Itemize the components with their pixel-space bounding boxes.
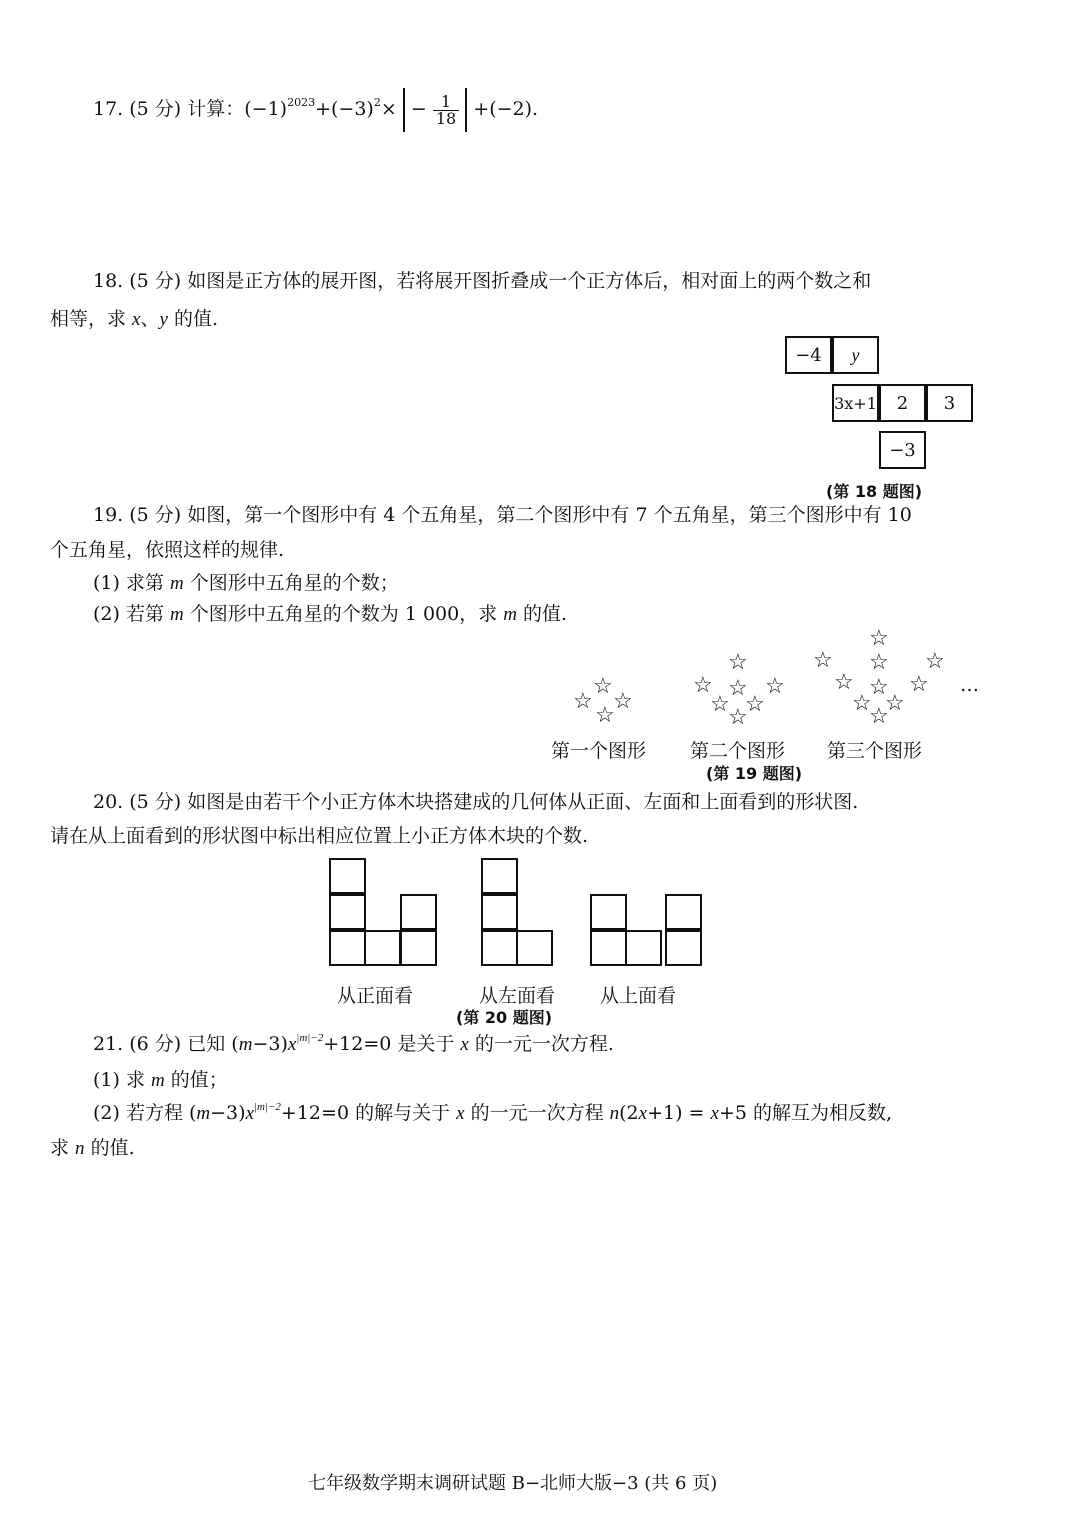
var-m: m [151, 1070, 165, 1091]
q21-line3 [50, 1139, 135, 1158]
q18-line2-end: 的值. [167, 308, 219, 330]
view-square [665, 894, 702, 930]
var-m: m [170, 573, 184, 594]
q21-sub2-mid4: +1) = [647, 1102, 711, 1124]
view-square [364, 930, 401, 966]
net-cell-2: 2 [879, 384, 926, 422]
exponent: |m|−2 [254, 1101, 281, 1113]
star-icon: ☆ [728, 676, 748, 701]
fraction-numerator: 1 [440, 91, 452, 111]
star-icon: ☆ [869, 650, 889, 675]
var-x: x [132, 309, 141, 330]
var-m: m [503, 604, 517, 625]
star-icon: ☆ [710, 692, 730, 717]
figure-19-caption: (第 19 题图) [706, 764, 803, 783]
q21-line1-mid2: +12=0 是关于 [323, 1033, 461, 1055]
star-icon: ☆ [745, 692, 765, 717]
label-figure-1: 第一个图形 [551, 740, 647, 762]
var-x: x [710, 1103, 719, 1124]
q17-suffix: +(−2). [473, 98, 539, 120]
view-square [329, 858, 366, 894]
q21-sub2-paren: −3) [210, 1102, 246, 1124]
q21-sub2-mid3: (2 [619, 1102, 639, 1124]
net-cell-3x1: 3x+1 [832, 384, 879, 422]
q19-line1: 19. (5 分) 如图，第一个图形中有 4 个五角星，第二个图形中有 7 个五角星，第三个图形中有 10 [93, 504, 912, 526]
star-icon: ☆ [869, 704, 889, 729]
q17-prefix: 17. (5 分) 计算：(−1) [93, 98, 288, 120]
star-icon: ☆ [765, 674, 785, 699]
star-icon: ☆ [869, 675, 889, 700]
net-cell-neg3: −3 [879, 431, 926, 469]
view-square [400, 930, 437, 966]
view-square [400, 894, 437, 930]
var-m: m [170, 604, 184, 625]
star-icon: ☆ [852, 691, 872, 716]
star-icon: ☆ [728, 650, 748, 675]
q17-times: × [380, 98, 397, 120]
q21-sub2 [93, 1101, 893, 1124]
var-n: n [75, 1138, 85, 1159]
view-square [481, 930, 518, 966]
star-icon: ☆ [595, 703, 615, 728]
q21-sub1-text: (1) 求 [93, 1069, 151, 1091]
star-icon: ☆ [925, 649, 945, 674]
var-m: m [238, 1034, 253, 1055]
abs-bar-right [465, 88, 467, 132]
star-icon: ☆ [885, 691, 905, 716]
q21-sub1-end: 的值； [164, 1069, 228, 1091]
view-square [590, 930, 627, 966]
q21-line1 [93, 1032, 614, 1055]
star-icon: ☆ [869, 626, 889, 651]
var-x: x [456, 1103, 465, 1124]
view-square [481, 858, 518, 894]
q17-exponent-2: 2 [373, 96, 381, 109]
q21-sub2-mid: +12=0 的解与关于 [280, 1102, 457, 1124]
q19-sub2-end: 的值. [516, 603, 568, 625]
q17-minus: − [410, 98, 427, 120]
q21-line1-text: 21. (6 分) 已知 ( [93, 1033, 239, 1055]
q19-sub2-mid: 个图形中五角星的个数为 1 000，求 [183, 603, 504, 625]
label-top-view: 从上面看 [600, 985, 677, 1007]
q17-part2: +(−3) [315, 98, 374, 120]
q19-sub1-end: 个图形中五角星的个数； [183, 572, 399, 594]
q19-sub1-text: (1) 求第 [93, 572, 170, 594]
fraction-denominator: 18 [433, 110, 459, 127]
q18-line2-text: 相等，求 [50, 308, 133, 330]
q21-line3-end: 的值. [84, 1137, 135, 1159]
q21-sub2-end: +5 的解互为相反数, [718, 1102, 893, 1124]
var-y: y [159, 309, 168, 330]
question-17 [93, 88, 538, 132]
fraction [433, 91, 459, 128]
q21-line3-text: 求 [50, 1137, 76, 1159]
star-icon: ☆ [573, 689, 593, 714]
q18-line2 [50, 310, 218, 329]
q18-line1: 18. (5 分) 如图是正方体的展开图，若将展开图折叠成一个正方体后，相对面上的两个数之和 [93, 270, 872, 292]
var-x: x [638, 1103, 648, 1124]
net-cell-neg4: −4 [785, 336, 832, 374]
view-square [625, 930, 662, 966]
net-cell-y: y [832, 336, 879, 374]
view-square [329, 894, 366, 930]
var-n: n [609, 1103, 620, 1124]
page-footer: 七年级数学期末调研试题 B−北师大版−3 (共 6 页) [308, 1473, 718, 1494]
net-cell-3: 3 [926, 384, 973, 422]
label-figure-3: 第三个图形 [827, 740, 923, 762]
q19-sub2-text: (2) 若第 [93, 603, 170, 625]
q19-line2: 个五角星，依照这样的规律. [50, 539, 285, 561]
star-icon: ☆ [693, 673, 713, 698]
q21-sub2-mid2: 的一元一次方程 [464, 1102, 610, 1124]
view-square [329, 930, 366, 966]
q20-line2: 请在从上面看到的形状图中标出相应位置上小正方体木块的个数. [50, 825, 589, 847]
star-icon: ☆ [728, 705, 748, 730]
var-x: x [460, 1034, 469, 1055]
q17-exponent-2023: 2023 [287, 96, 316, 109]
label-figure-2: 第二个图形 [690, 740, 786, 762]
q21-line1-end: 的一元一次方程. [468, 1033, 614, 1055]
exponent: |m|−2 [296, 1032, 324, 1044]
figure-18-caption: (第 18 题图) [826, 482, 923, 501]
q19-sub1 [93, 574, 399, 593]
star-icon: ☆ [613, 689, 633, 714]
var-x: x [287, 1034, 297, 1055]
ellipsis: … [960, 674, 979, 696]
star-icon: ☆ [813, 648, 833, 673]
label-front-view: 从正面看 [337, 985, 414, 1007]
view-square [516, 930, 553, 966]
star-icon: ☆ [834, 670, 854, 695]
abs-bar-left [403, 88, 405, 132]
star-icon: ☆ [909, 672, 929, 697]
view-square [665, 930, 702, 966]
label-left-view: 从左面看 [479, 985, 556, 1007]
q21-sub2-text: (2) 若方程 ( [93, 1102, 197, 1124]
figure-20-caption: (第 20 题图) [456, 1008, 553, 1027]
q19-sub2 [93, 605, 567, 624]
q20-line1: 20. (5 分) 如图是由若干个小正方体木块搭建成的几何体从正面、左面和上面看到的形状图. [93, 791, 859, 813]
q21-sub1 [93, 1071, 228, 1090]
var-m: m [196, 1103, 211, 1124]
q21-line1-mid: −3) [252, 1033, 288, 1055]
star-icon: ☆ [593, 674, 613, 699]
view-square [590, 894, 627, 930]
separator: 、 [140, 308, 160, 330]
var-x: x [245, 1103, 254, 1124]
view-square [481, 894, 518, 930]
